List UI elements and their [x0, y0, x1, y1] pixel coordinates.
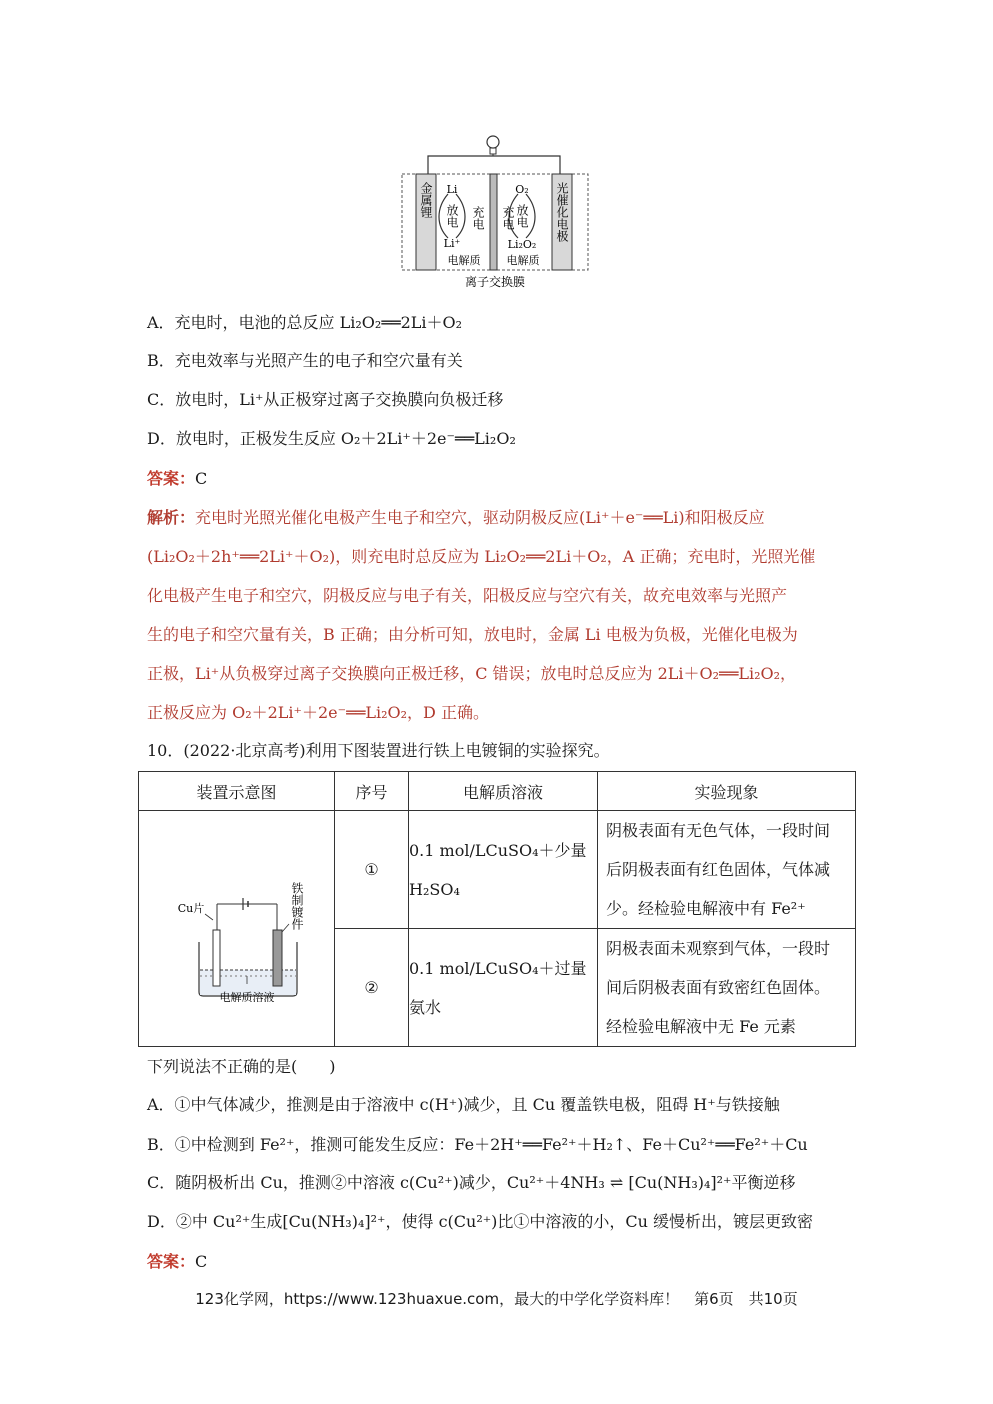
q10-option-c: C．随阴极析出 Cu，推测②中溶液 c(Cu²⁺)减少，Cu²⁺＋4NH₃ ⇌ [Cu(NH₃)₄]²⁺平衡逆移 [147, 1173, 796, 1192]
row2-solution-line2: 氨水 [409, 997, 442, 1017]
header-diagram: 装置示意图 [139, 772, 335, 811]
answer-value: C [195, 1252, 208, 1271]
row2-solution-line1: 0.1 mol/LCuSO₄＋过量 [409, 958, 587, 978]
q10-option-d: D．②中 Cu²⁺生成[Cu(NH₃)₄]²⁺，使得 c(Cu²⁺)比①中溶液的小，Cu 缓慢析出，镀层更致密 [147, 1212, 814, 1231]
row1-phenomenon [598, 811, 856, 929]
iron-label: 铁制镀件 [289, 881, 304, 930]
row1-solution-line1: 0.1 mol/LCuSO₄＋少量 [409, 840, 587, 860]
answer-value: C [195, 469, 208, 488]
explanation-line-4: 生的电子和空穴量有关，B 正确；由分析可知，放电时，金属 Li 电极为负极，光催化电极为 [147, 625, 798, 644]
explanation-label: 解析： [147, 508, 196, 527]
explanation-text-1: 充电时光照光催化电极产生电子和空穴，驱动阴极反应(Li⁺＋e⁻══Li)和阳极反应 [195, 508, 765, 527]
row2-solution [409, 929, 598, 1047]
answer-label: 答案： [147, 469, 196, 488]
q9-option-c: C．放电时，Li⁺从正极穿过离子交换膜向负极迁移 [147, 390, 504, 409]
row2-phenomenon-line2: 间后阴极表面有致密红色固体。 [606, 978, 831, 997]
explanation-line-5: 正极，Li⁺从负极穿过离子交换膜向正极迁移，C 错误；放电时总反应为 2Li＋O₂══Li₂O₂， [147, 664, 797, 683]
charge-right-label: 充电 [501, 206, 515, 230]
table-header-row [139, 772, 856, 811]
li-top-label: Li [446, 183, 458, 196]
explanation-line-6: 正极反应为 O₂＋2Li⁺＋2e⁻══Li₂O₂，D 正确。 [147, 703, 489, 722]
row1-solution-line2: H₂SO₄ [409, 879, 460, 899]
header-phenomenon: 实验现象 [598, 772, 856, 811]
q9-answer [147, 469, 207, 489]
discharge-left-label: 放电 [445, 204, 459, 228]
explanation-line-2: (Li₂O₂＋2h⁺══2Li⁺＋O₂)，则充电时总反应为 Li₂O₂══2Li＋O₂，A 正确；充电时，光照光催 [147, 547, 816, 566]
li-ion-label: Li⁺ [443, 237, 461, 250]
row1-solution [409, 811, 598, 929]
row2-phenomenon-line1: 阴极表面未观察到气体，一段时 [606, 939, 831, 958]
electroplating-diagram [147, 852, 327, 1002]
o2-top-label: O₂ [515, 183, 529, 196]
experiment-table [138, 771, 856, 1047]
page-footer: 123化学网，https://www.123huaxue.com，最大的中学化学资料库！ 第6页 共10页 [195, 1290, 798, 1308]
q10-option-b: B．①中检测到 Fe²⁺，推测可能发生反应：Fe＋2H⁺══Fe²⁺＋H₂↑、Fe＋Cu²⁺══Fe²⁺＋Cu [147, 1135, 808, 1154]
apparatus-cell [139, 811, 335, 1047]
left-electrode-label: 金属锂 [419, 182, 433, 218]
row2-phenomenon [598, 929, 856, 1047]
row2-phenomenon-line3: 经检验电解液中无 Fe 元素 [606, 1017, 796, 1036]
battery-diagram [398, 130, 593, 292]
membrane-label: 离子交换膜 [464, 275, 526, 289]
header-solution: 电解质溶液 [409, 772, 598, 811]
answer-label: 答案： [147, 1252, 196, 1271]
solution-label: 电解质溶液 [219, 990, 274, 1002]
cu-label: Cu片 [177, 901, 204, 915]
row1-phenomenon-line1: 阴极表面有无色气体，一段时间 [606, 821, 831, 840]
q10-stem: 10．(2022·北京高考)利用下图装置进行铁上电镀铜的实验探究。 [147, 741, 610, 760]
electrolyte-right-label: 电解质 [506, 254, 540, 267]
row1-phenomenon-line3: 少。经检验电解液中有 Fe²⁺ [606, 899, 806, 918]
header-number: 序号 [335, 772, 409, 811]
table-row [139, 811, 856, 929]
q9-option-d: D．放电时，正极发生反应 O₂＋2Li⁺＋2e⁻══Li₂O₂ [147, 429, 516, 448]
row1-phenomenon-line2: 后阴极表面有红色固体，气体减 [606, 860, 831, 879]
q10-answer [147, 1252, 207, 1272]
electrolyte-left-label: 电解质 [447, 254, 481, 267]
explanation-line-3: 化电极产生电子和空穴，阴极反应与电子有关，阳极反应与空穴有关，故充电效率与光照产 [147, 586, 788, 605]
q9-option-b: B．充电效率与光照产生的电子和空穴量有关 [147, 351, 463, 370]
li2o2-label: Li₂O₂ [507, 238, 537, 251]
explanation-line-1 [147, 508, 847, 528]
bulb-icon [487, 136, 499, 156]
q10-option-a: A．①中气体减少，推测是由于溶液中 c(H⁺)减少，且 Cu 覆盖铁电极，阻碍 H⁺与铁接触 [147, 1095, 780, 1114]
charge-left-label: 充电 [471, 206, 485, 230]
row2-number: ② [335, 929, 409, 1047]
row1-number: ① [335, 811, 409, 929]
q9-option-a: A．充电时，电池的总反应 Li₂O₂══2Li＋O₂ [147, 313, 463, 332]
right-electrode-label: 光催化电极 [555, 182, 569, 242]
discharge-right-label: 放电 [515, 204, 529, 228]
q10-prompt: 下列说法不正确的是( ) [147, 1057, 336, 1076]
